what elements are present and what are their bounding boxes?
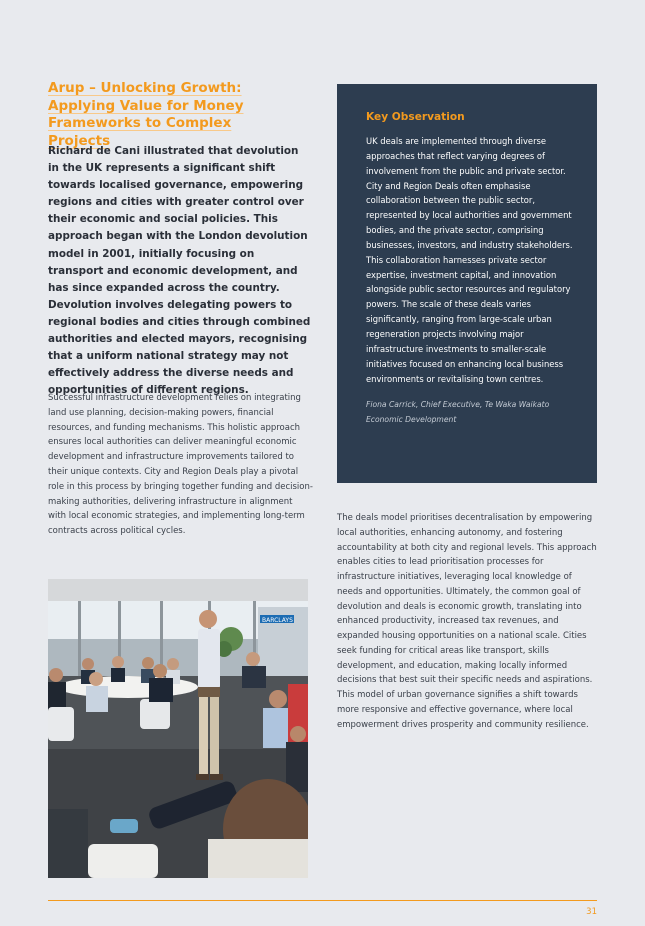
key-observation-attribution: Fiona Carrick, Chief Executive, Te Waka Waikato Economic Development xyxy=(366,400,550,424)
event-photo xyxy=(48,579,308,878)
barclays-sign: BARCLAYS xyxy=(262,617,293,624)
key-observation-text: UK deals are implemented through diverse approaches that reflect varying degrees of involvement from the public and private sector. City and Region Deals often emphasise collaboration between the public sector, represented by local authorities and government bodies, and the private sector, comprising businesses, investors, and industry stakeholders. This collaboration harnesses private sector expertise, investment capital, and innovation alongside public sector resources and regulatory powers. The scale of these deals varies significantly, ranging from large-scale urban regeneration projects involving major infrastructure investments to smaller-scale initiatives focused on enhancing local business environments or revitalising town centres. xyxy=(366,136,573,384)
article-heading xyxy=(48,80,298,150)
footer-rule xyxy=(48,900,597,901)
event-photo-illustration xyxy=(48,579,308,878)
key-observation-panel xyxy=(337,84,597,483)
lead-paragraph: Richard de Cani illustrated that devolution in the UK represents a significant shift towards localised governance, empowering regions and cities with greater control over their economic and social policies. This approach began with the London devolution model in 2001, initially focusing on transport and economic development, and has since expanded across the country. Devolution involves delegating powers to regional bodies and cities through combined authorities and elected mayors, recognising that a uniform national strategy may not effectively address the diverse needs and opportunities of different regions. xyxy=(48,145,311,397)
key-observation-title: Key Observation xyxy=(366,111,465,123)
page-number: 31 xyxy=(586,907,597,917)
article-heading-text: Arup – Unlocking Growth: Applying Value for Money Frameworks to Complex Projects xyxy=(48,80,244,149)
body-paragraph-right: The deals model prioritises decentralisation by empowering local authorities, enhancing autonomy, and fostering accountability at both city and regional levels. This approach enables cities to lead prioritisation processes for infrastructure initiatives, leveraging local knowledge of needs and opportunities. Ultimately, the common goal of devolution and deals is economic growth, translating into enhanced productivity, increased tax revenues, and expanded housing opportunities on a national scale. Cities seek funding for critical areas like transport, skills development, and education, making locally informed decisions that best suit their specific needs and aspirations. This model of urban governance signifies a shift towards more responsive and effective governance, where local empowerment drives prosperity and community resilience. xyxy=(337,513,597,730)
body-paragraph-left: Successful infrastructure development relies on integrating land use planning, decision-making powers, financial resources, and funding mechanisms. This holistic approach ensures local authorities can deliver meaningful economic development and infrastructure improvements tailored to their unique contexts. City and Region Deals play a pivotal role in this process by bringing together funding and decision-making authorities, delivering infrastructure in alignment with local economic strategies, and implementing long-term contracts across political cycles. xyxy=(48,393,313,537)
